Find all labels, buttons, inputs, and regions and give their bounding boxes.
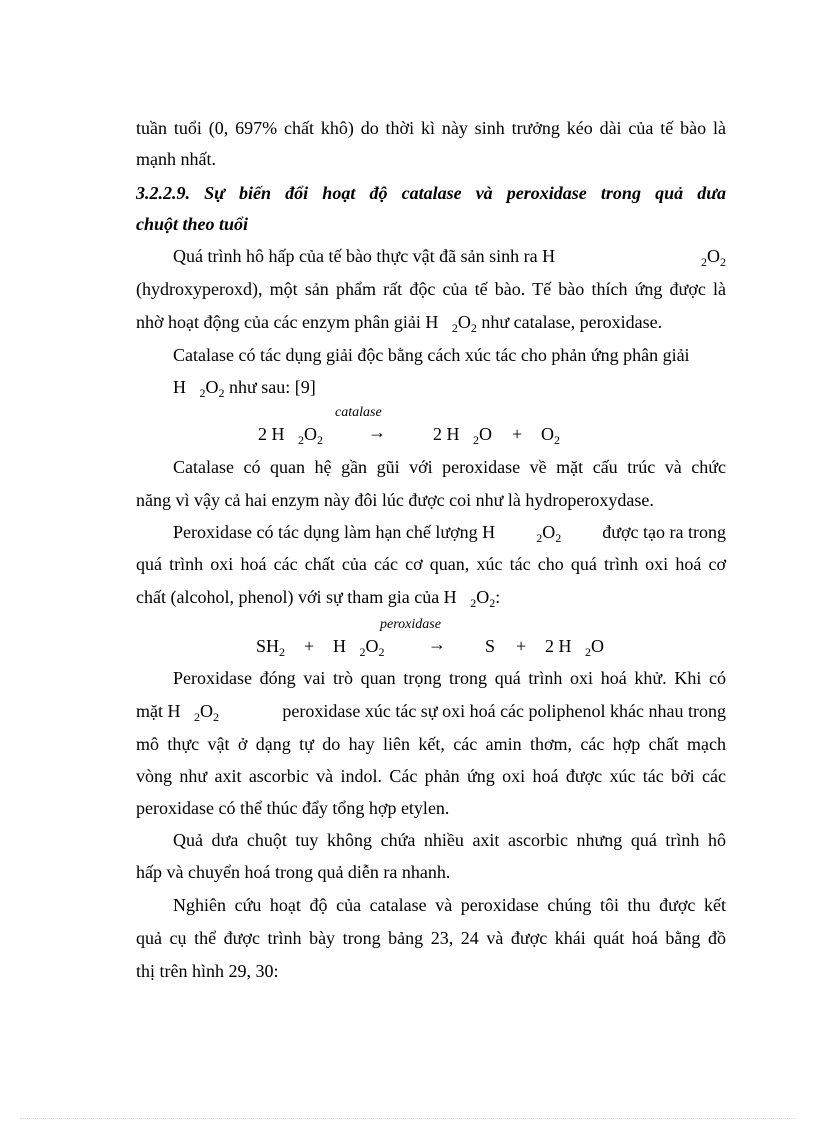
plus-sign: +: [512, 424, 523, 444]
paragraph-line: mặt H $_2O_2$ peroxidase xúc tác sự oxi hoá các poliphenol khác nhau trong: [136, 701, 726, 724]
plus-sign: +: [304, 636, 315, 656]
equation-product-oxygen: $O_2$: [541, 424, 560, 447]
equation-product-water: 2 H $_2$O: [433, 424, 492, 447]
equation-substrate: $SH_2$: [256, 636, 286, 659]
page-bottom-divider: [20, 1118, 796, 1119]
paragraph-line: hấp và chuyển hoá trong quả diễn ra nhanh.: [136, 862, 451, 882]
paragraph-line: Peroxidase đóng vai trò quan trọng trong quá trình oxi hoá khử. Khi có: [173, 668, 726, 688]
text-run: Quá trình hô hấp của tế bào thực vật đã sản sinh ra H: [173, 246, 556, 266]
paragraph-line: quá trình oxi hoá các chất của các cơ quan, xúc tác cho quá trình oxi hoá cơ: [136, 554, 726, 574]
paragraph-line: nhờ hoạt động của các enzym phân giải H $_2O_2$ như catalase, peroxidase.: [136, 312, 663, 335]
paragraph-line: chất (alcohol, phenol) với sự tham gia của H $_2O_2$:: [136, 587, 501, 610]
paragraph-line: (hydroxyperoxd), một sản phẩm rất độc của tế bào. Tế bào thích ứng được là: [136, 279, 726, 299]
paragraph-line: năng vì vậy cả hai enzym này đôi lúc được coi như là hydroperoxydase.: [136, 490, 654, 510]
paragraph-line: vòng như axit ascorbic và indol. Các phản ứng oxi hoá được xúc tác bởi các: [136, 766, 726, 786]
paragraph-line: thị trên hình 29, 30:: [136, 961, 279, 981]
equation-label-catalase: catalase: [335, 405, 382, 420]
paragraph-line: Peroxidase có tác dụng làm hạn chế lượng H $_2O_2$ được tạo ra trong: [173, 522, 726, 545]
equation-product-s: S: [485, 636, 496, 656]
paragraph-line: tuần tuổi (0, 697% chất khô) do thời kì này sinh trưởng kéo dài của tế bào là: [136, 118, 726, 138]
formula-h2o2: $_2O_2$: [701, 246, 726, 269]
section-heading: 3.2.2.9. Sự biến đổi hoạt độ catalase và peroxidase trong quả dưa: [136, 183, 726, 203]
paragraph-line: mô thực vật ở dạng tự do hay liên kết, các amin thơm, các hợp chất mạch: [136, 734, 726, 754]
equation-label-peroxidase: peroxidase: [380, 617, 441, 632]
paragraph-line: H $_2O_2$ như sau: [9]: [173, 377, 316, 400]
equation-h2o2: H $_2O_2$: [333, 636, 385, 659]
paragraph-line: Catalase có quan hệ gần gũi với peroxidase về mặt cấu trúc và chức: [173, 457, 726, 477]
paragraph-line: peroxidase có thể thúc đẩy tổng hợp etylen.: [136, 798, 450, 818]
reaction-arrow: →: [428, 634, 446, 654]
paragraph-line: Catalase có tác dụng giải độc bằng cách xúc tác cho phản ứng phân giải: [173, 345, 690, 365]
plus-sign: +: [516, 636, 527, 656]
equation-catalase: 2 H $_2O_2$: [258, 424, 323, 447]
paragraph-line: mạnh nhất.: [136, 149, 216, 169]
equation-product-water: 2 H $_2$O: [545, 636, 604, 659]
reaction-arrow: →: [368, 422, 386, 442]
paragraph-line: Nghiên cứu hoạt độ của catalase và peroxidase chúng tôi thu được kết: [173, 895, 726, 915]
paragraph-line: [173, 245, 726, 267]
section-heading: chuột theo tuổi: [136, 214, 249, 234]
paragraph-line: Quả dưa chuột tuy không chứa nhiều axit ascorbic nhưng quá trình hô: [173, 830, 726, 850]
paragraph-line: quả cụ thể được trình bày trong bảng 23, 24 và được khái quát hoá bằng đồ: [136, 928, 726, 948]
